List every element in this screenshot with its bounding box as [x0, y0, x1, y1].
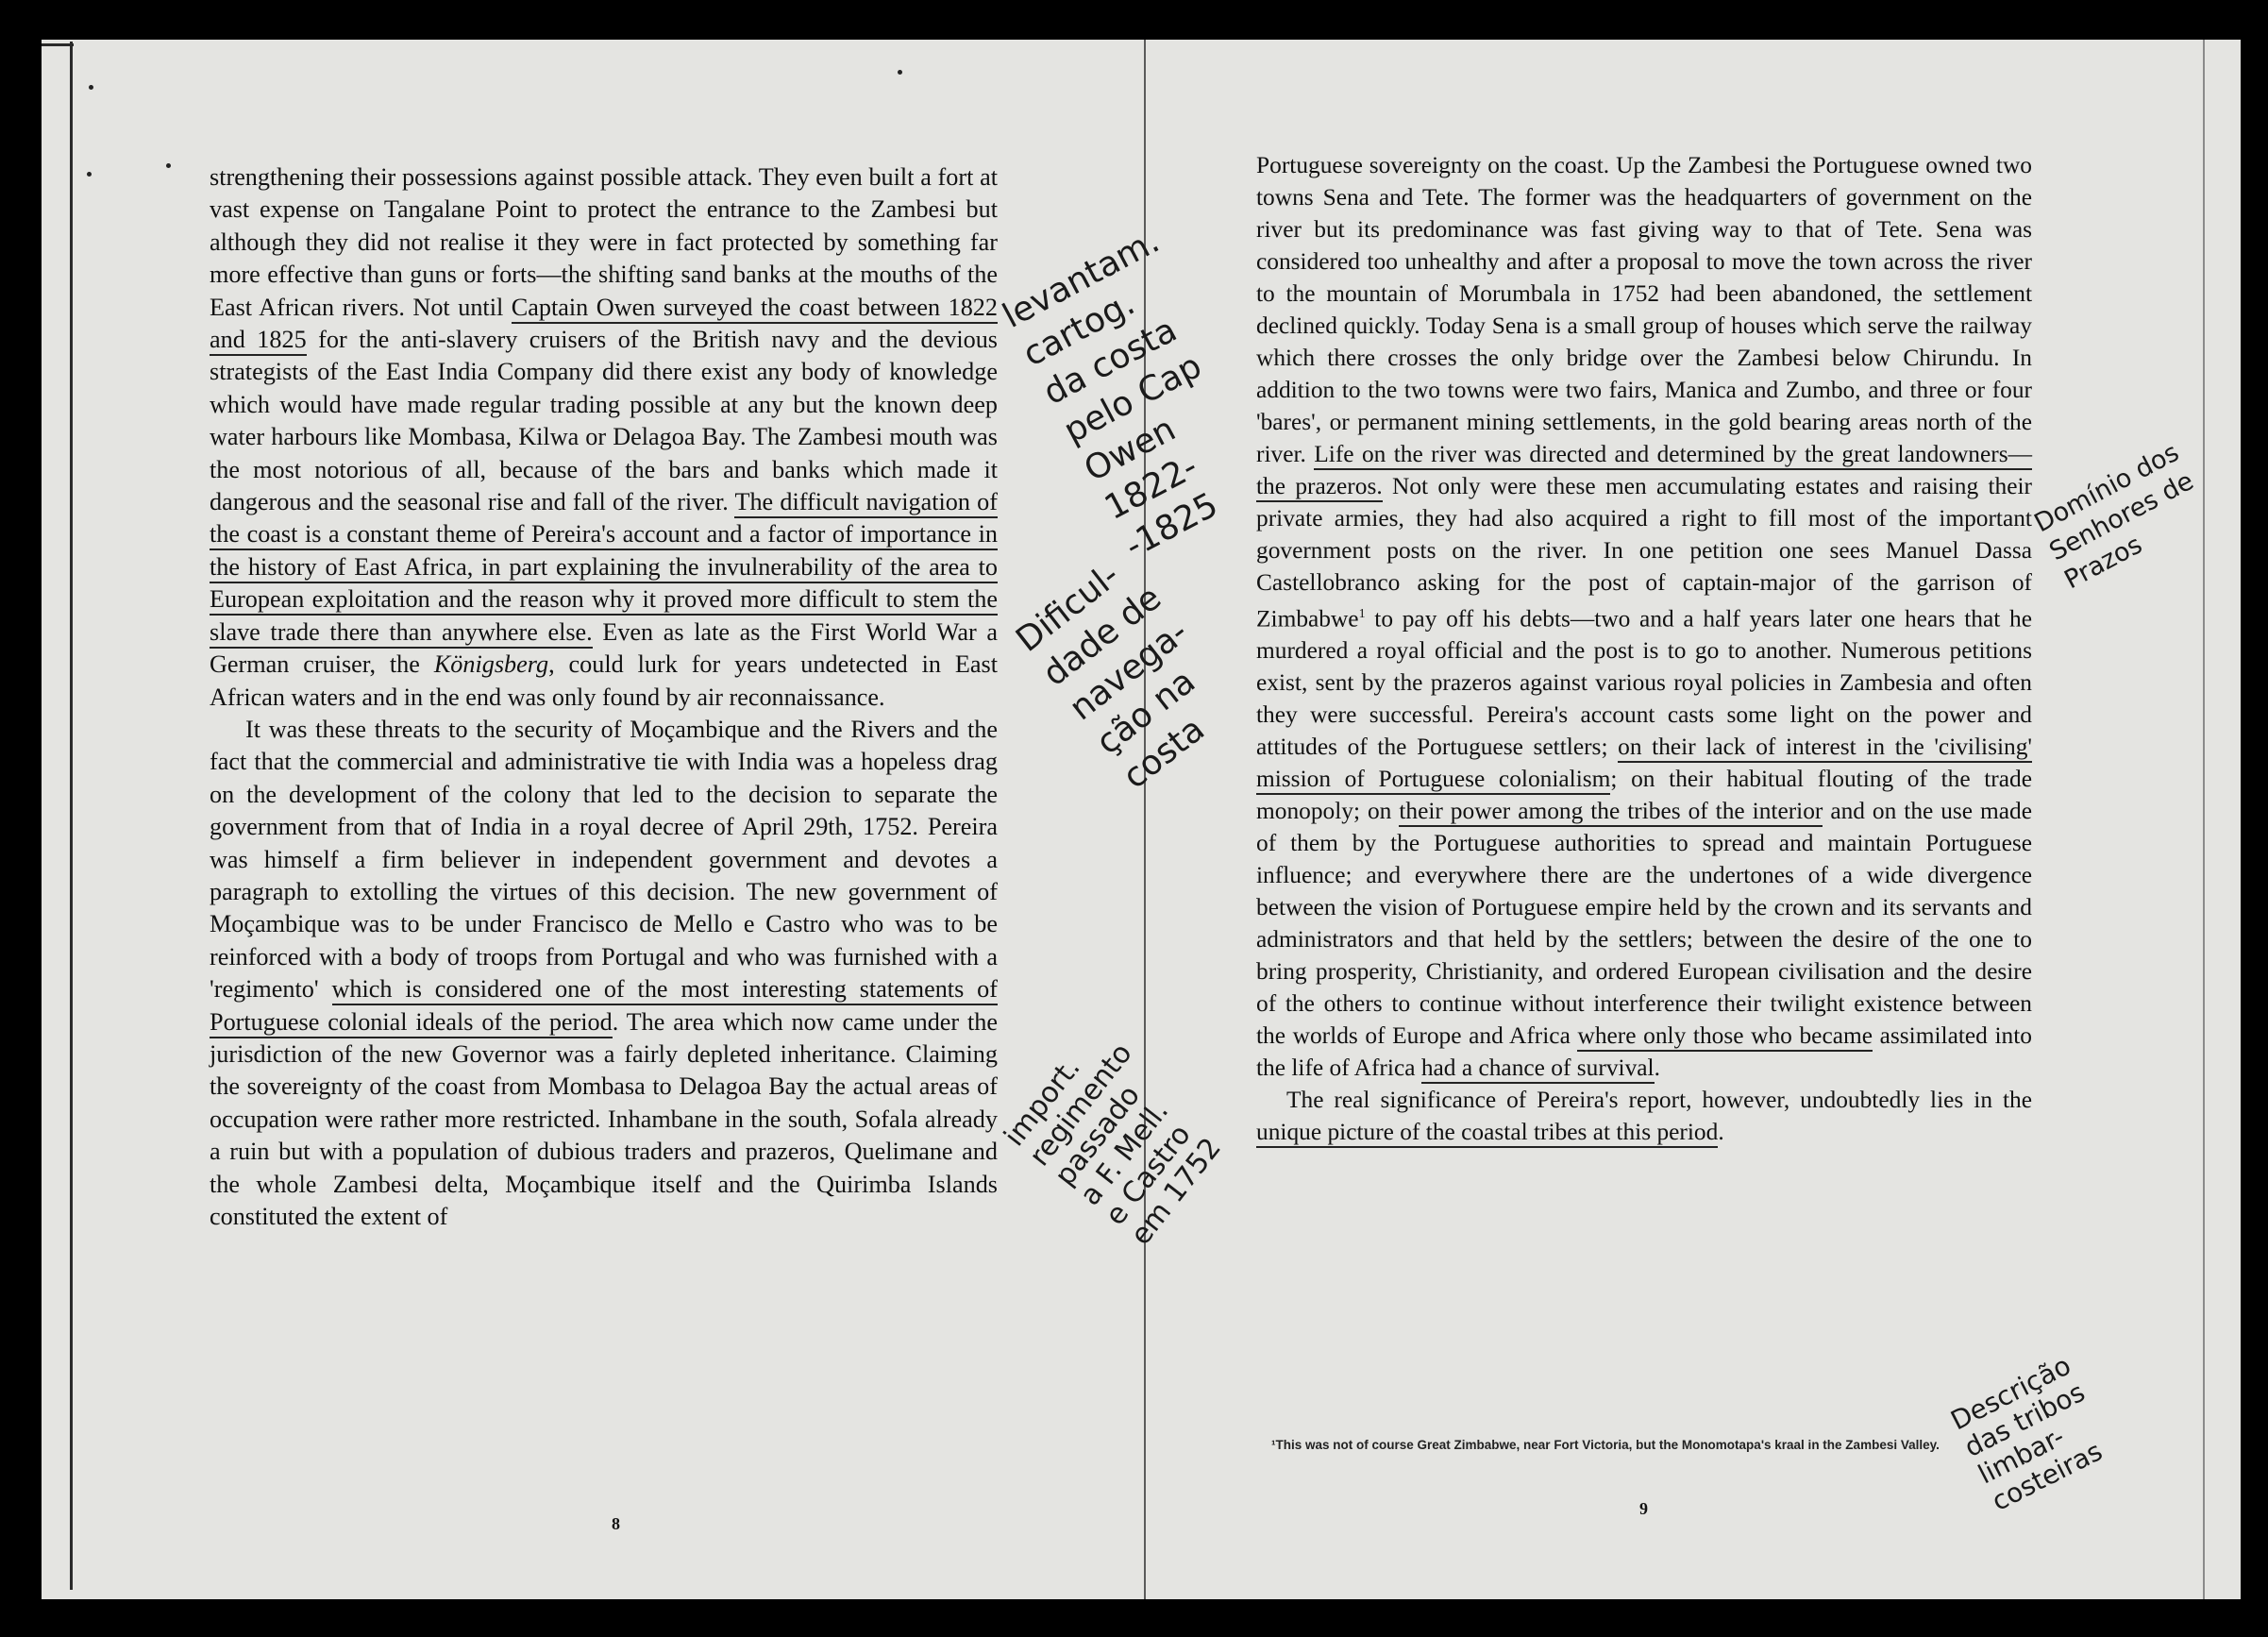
underlined-passage: Life on the river was directed and determined by the great landowners—the prazeros.	[1256, 441, 2032, 502]
underlined-passage: unique picture of the coastal tribes at this period	[1256, 1119, 1718, 1148]
text-run: , could lurk for years undetected in East African waters and in the end was only found by air reconnaissance.	[210, 650, 998, 711]
scan-border-left	[70, 42, 73, 1590]
text-run: assimilated into the life of Africa	[1256, 1022, 2033, 1082]
text-run: Portuguese sovereignty on the coast. Up the Zambesi the Portuguese owned two towns Sena and Tete. The former was the headquarters of government on the river but its predominance was fast giving way to that of Tete. Sena was considered too unhealthy and after a proposal to move the town across the river to the mountain of Morumbala in 1752 had been abandoned, the settlement declined quickly. Today Sena is a small group of houses which serve the railway which there crosses the only bridge over the Zambesi below Chirundu. In addition to the two towns were two fairs, Manica and Zumbo, and three or four 'bares', or permanent mining settlements, in the gold bearing areas north of the river.	[1256, 152, 2032, 467]
underlined-passage: their power among the tribes of the interior	[1399, 798, 1823, 827]
underlined-passage: where only those who became	[1577, 1022, 1873, 1052]
underlined-passage: The difficult navigation of the coast is a constant theme of Pereira's account and a factor of importance in the history of East Africa, in part explaining the invulnerability of the area to European exploitation and the reason why it proved more difficult to stem the slave trade there than anywhere else.	[210, 488, 998, 649]
text-run: . The area which now came under the jurisdiction of the new Governor was a fairly depleted inheritance. Claiming the sovereignty of the coast from Mombasa to Delagoa Bay the actual areas of occupation were rather more restricted. Inhambane in the south, Sofala already a ruin but with a population of dubious traders and prazeros, Quelimane and the whole Zambesi delta, Moçambique itself and the Quirimba Islands constituted the extent of	[210, 1007, 998, 1230]
footnote-marker: 1	[1358, 607, 1366, 621]
right-page-text	[1256, 149, 2032, 1148]
footnote: ¹This was not of course Great Zimbabwe, near Fort Victoria, but the Monomotapa's kraal in the Zambesi Valley.	[1271, 1438, 1940, 1452]
handwritten-note-navigation: Dificul- dade de navega- ção na costa	[1009, 556, 1212, 797]
handwritten-note-owen: levantam. cartog. da costa pelo Cap Owen 1822- -1825	[996, 221, 1225, 566]
speck	[166, 163, 171, 168]
speck	[898, 70, 902, 75]
page-number-left: 8	[612, 1514, 620, 1533]
left-paragraph-2	[210, 714, 998, 1234]
text-run: .	[1654, 1055, 1660, 1082]
underlined-passage: Captain Owen surveyed the coast between 1822 and 1825	[210, 294, 998, 356]
text-run: Not only were these men accumulating estates and raising their private armies, they had also acquired a right to fill most of the important government posts on the river. In one petition one sees Manuel Dassa Castellobranco asking for the post of captain-major of the garrison of Zimbabwe	[1256, 473, 2032, 633]
text-run: The real significance of Pereira's report, however, undoubtedly lies in the	[1286, 1087, 2032, 1114]
speck	[87, 172, 92, 177]
handwritten-note-tribes: Descrição das tribos limbar- costeiras	[1945, 1349, 2108, 1518]
right-paragraph-1	[1256, 149, 2032, 1084]
handwritten-note-regimento: import. regimento passado a F. Mell. e Castro em 1752	[998, 1037, 1228, 1252]
underlined-passage: on their lack of interest in the 'civilising' mission of Portuguese colonialism	[1256, 734, 2032, 795]
text-run: .	[1718, 1119, 1724, 1146]
text-run: and on the use made of them by the Portuguese authorities to spread and maintain Portuguese influence; and everywhere there are the undertones of a wide divergence between the vision of Portuguese empire held by the crown and its servants and administrators and that held by the settlers; between the desire of the one to bring prosperity, Christianity, and ordered European civilisation and the desire of the others to continue without interference their twilight existence between the worlds of Europe and Africa	[1256, 798, 2033, 1050]
text-run: to pay off his debts—two and a half years later one hears that he murdered a royal official and the post is to go to another. Numerous petitions exist, sent by the prazeros against various royal policies in Zambesia and often they were successful. Pereira's account casts some light on the power and attitudes of the Portuguese settlers;	[1256, 605, 2032, 761]
speck	[89, 85, 93, 90]
underlined-passage: had a chance of survival	[1421, 1055, 1655, 1084]
ship-name: Königsberg	[433, 650, 549, 679]
text-run: ; on their habitual flouting of the trade monopoly; on	[1256, 766, 2032, 825]
page-edge	[2203, 40, 2205, 1599]
text-run: strengthening their possessions against possible attack. They even built a fort at vast expense on Tangalane Point to protect the entrance to the Zambesi but although they did not realise it they were in fact protected by something far more effective than guns or forts—the shifting sand banks at the mouths of the East African rivers. Not until	[210, 163, 998, 321]
handwritten-note-prazeros: Domínio dos Senhores de Prazos	[2029, 437, 2199, 596]
text-run: for the anti-slavery cruisers of the British navy and the devious strategists of the East India Company did there exist any body of knowledge which would have made regular trading possible at any but the known deep water harbours like Mombasa, Kilwa or Delagoa Bay. The Zambesi mouth was the most notorious of all, because of the bars and banks which made it dangerous and the seasonal rise and fall of the river.	[210, 326, 999, 516]
scan-border-top	[42, 43, 74, 46]
underlined-passage: which is considered one of the most interesting statements of Portuguese colonial ideals of the period	[210, 975, 998, 1038]
left-page-text	[210, 161, 998, 1233]
text-run: It was these threats to the security of Moçambique and the Rivers and the fact that the commercial and administrative tie with India was a hopeless drag on the development of the colony that led to the decision to separate the government from that of India in a royal decree of April 29th, 1752. Pereira was himself a firm believer in independent government and devotes a paragraph to extolling the virtues of this decision. The new government of Moçambique was to be under Francisco de Mello e Castro who was to be reinforced with a body of troops from Portugal and who was furnished with a 'regimento'	[210, 715, 998, 1004]
left-paragraph-1	[210, 161, 998, 714]
page-number-right: 9	[1639, 1499, 1648, 1518]
text-run: Even as late as the First World War a German cruiser, the	[210, 617, 998, 679]
right-paragraph-2	[1256, 1084, 2032, 1148]
